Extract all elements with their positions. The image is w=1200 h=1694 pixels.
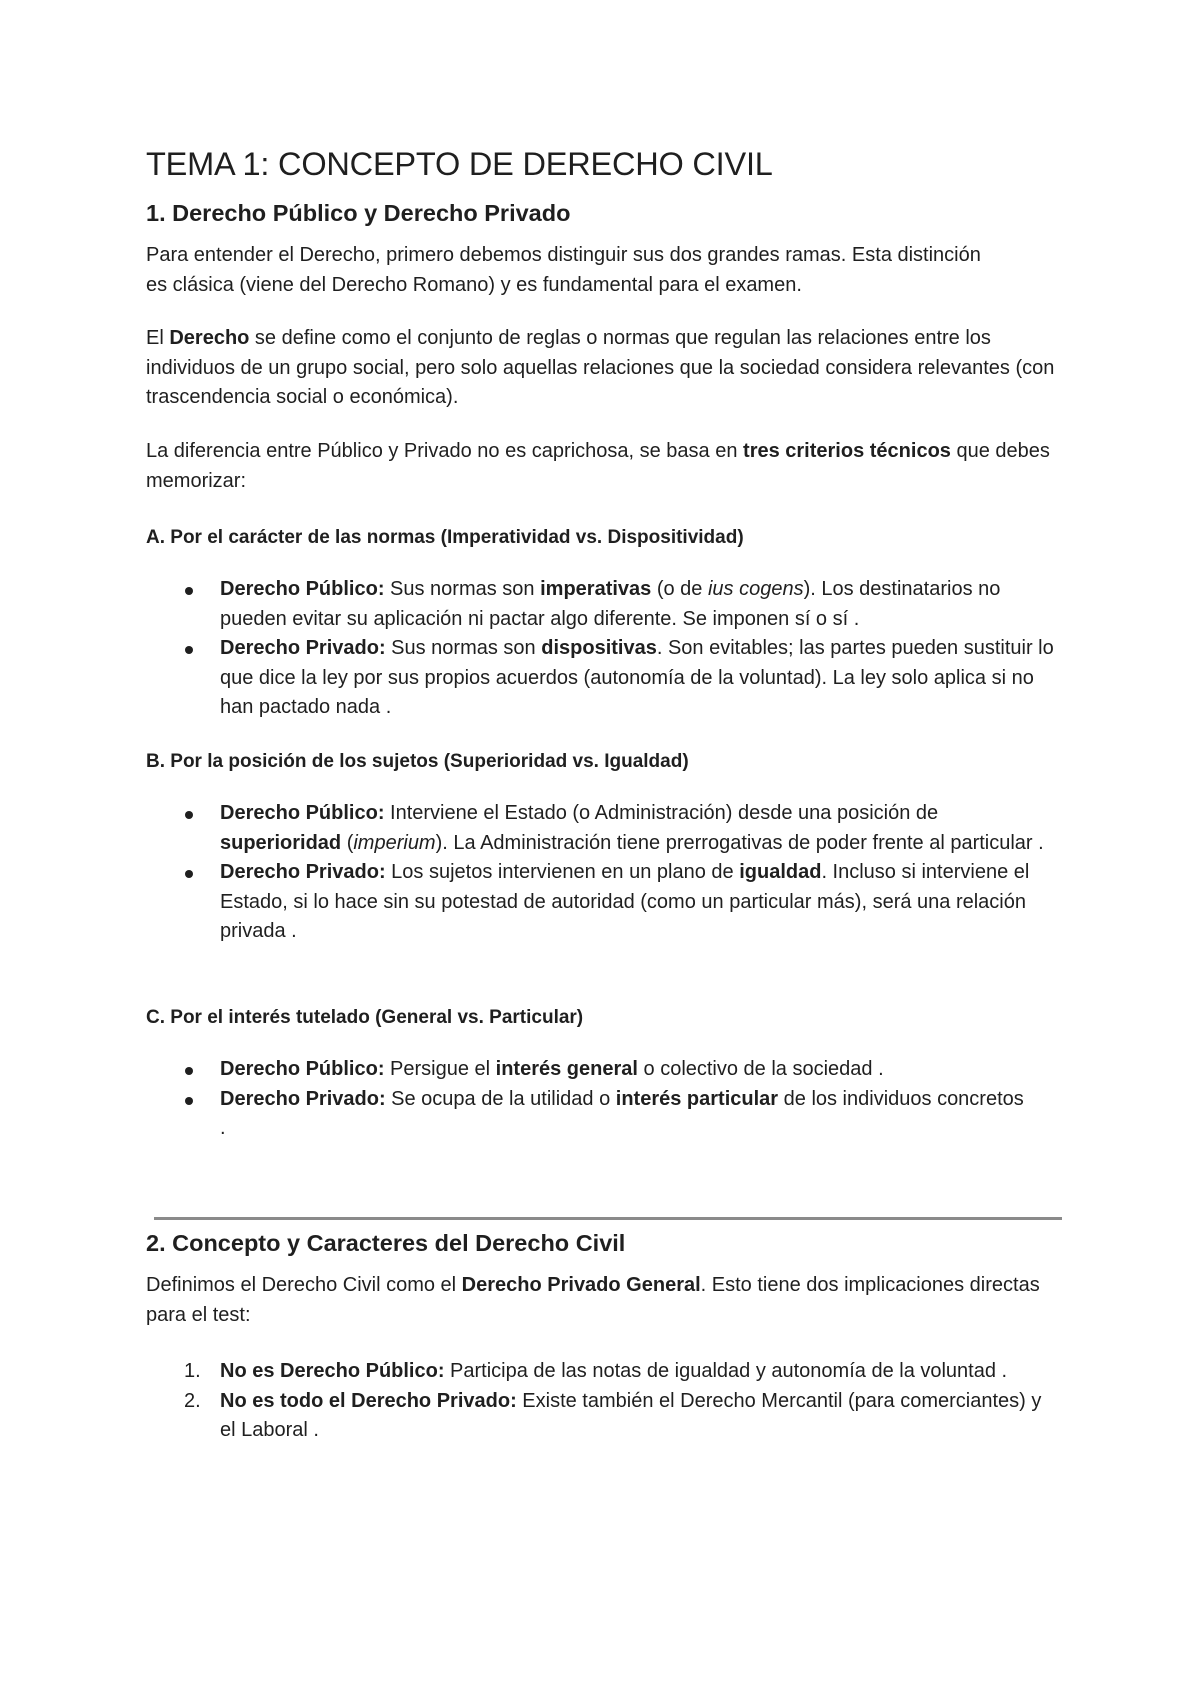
criterion-c-heading: C. Por el interés tutelado (General vs. Particular) xyxy=(146,1007,584,1028)
list-item: Derecho Privado: Se ocupa de la utilidad o interés particular de los individuos concretos . xyxy=(146,1085,1066,1144)
list-item: Derecho Privado: Sus normas son dispositivas. Son evitables; las partes pueden sustituir lo que dice la ley por sus propios acuerdos (autonomía de la voluntad). La ley solo aplica si no han pactado nada . xyxy=(146,634,1066,723)
list-item: Derecho Público: Interviene el Estado (o Administración) desde una posición de superioridad (imperium). La Administración tiene prerrogativas de poder frente al particular . xyxy=(146,799,1066,858)
list-item: 2. No es todo el Derecho Privado: Existe también el Derecho Mercantil (para comerciantes) y el Laboral . xyxy=(184,1389,1042,1441)
criterion-a-heading: A. Por el carácter de las normas (Imperatividad vs. Dispositividad) xyxy=(146,527,744,548)
list-item: 1. No es Derecho Público: Participa de las notas de igualdad y autonomía de la voluntad . xyxy=(184,1360,1008,1382)
section-2-intro-paragraph: Definimos el Derecho Civil como el Derecho Privado General. Esto tiene dos implicaciones directas para el test: xyxy=(146,1274,1040,1326)
list-item: Derecho Público: Sus normas son imperativas (o de ius cogens). Los destinatarios no pueden evitar su aplicación ni pactar algo diferente. Se imponen sí o sí . xyxy=(146,575,1066,634)
criterion-c-list xyxy=(146,1055,1066,1144)
criterion-b-list xyxy=(146,799,1066,947)
derecho-definition-paragraph: El Derecho se define como el conjunto de reglas o normas que regulan las relaciones entre los individuos de un grupo social, pero solo aquellas relaciones que la sociedad considera relevantes (con trascendencia social o económica). xyxy=(146,327,1055,408)
section-1-heading: 1. Derecho Público y Derecho Privado xyxy=(146,200,571,226)
criterion-a-list xyxy=(146,575,1066,723)
document-title: TEMA 1: CONCEPTO DE DERECHO CIVIL xyxy=(146,146,773,182)
criterion-b-heading: B. Por la posición de los sujetos (Superioridad vs. Igualdad) xyxy=(146,751,689,772)
section-1-intro-paragraph: Para entender el Derecho, primero debemos distinguir sus dos grandes ramas. Esta distinción es clásica (viene del Derecho Romano) y es fundamental para el examen. xyxy=(146,244,981,296)
list-item: Derecho Público: Persigue el interés general o colectivo de la sociedad . xyxy=(146,1055,1066,1085)
implications-list xyxy=(146,1357,1066,1446)
criteria-intro-paragraph: La diferencia entre Público y Privado no es caprichosa, se basa en tres criterios técnicos que debes memorizar: xyxy=(146,440,1050,492)
list-item: Derecho Privado: Los sujetos intervienen en un plano de igualdad. Incluso si interviene el Estado, si lo hace sin su potestad de autoridad (como un particular más), será una relación privada . xyxy=(146,858,1066,947)
horizontal-divider xyxy=(154,1217,1062,1220)
section-2-heading: 2. Concepto y Caracteres del Derecho Civil xyxy=(146,1230,626,1256)
